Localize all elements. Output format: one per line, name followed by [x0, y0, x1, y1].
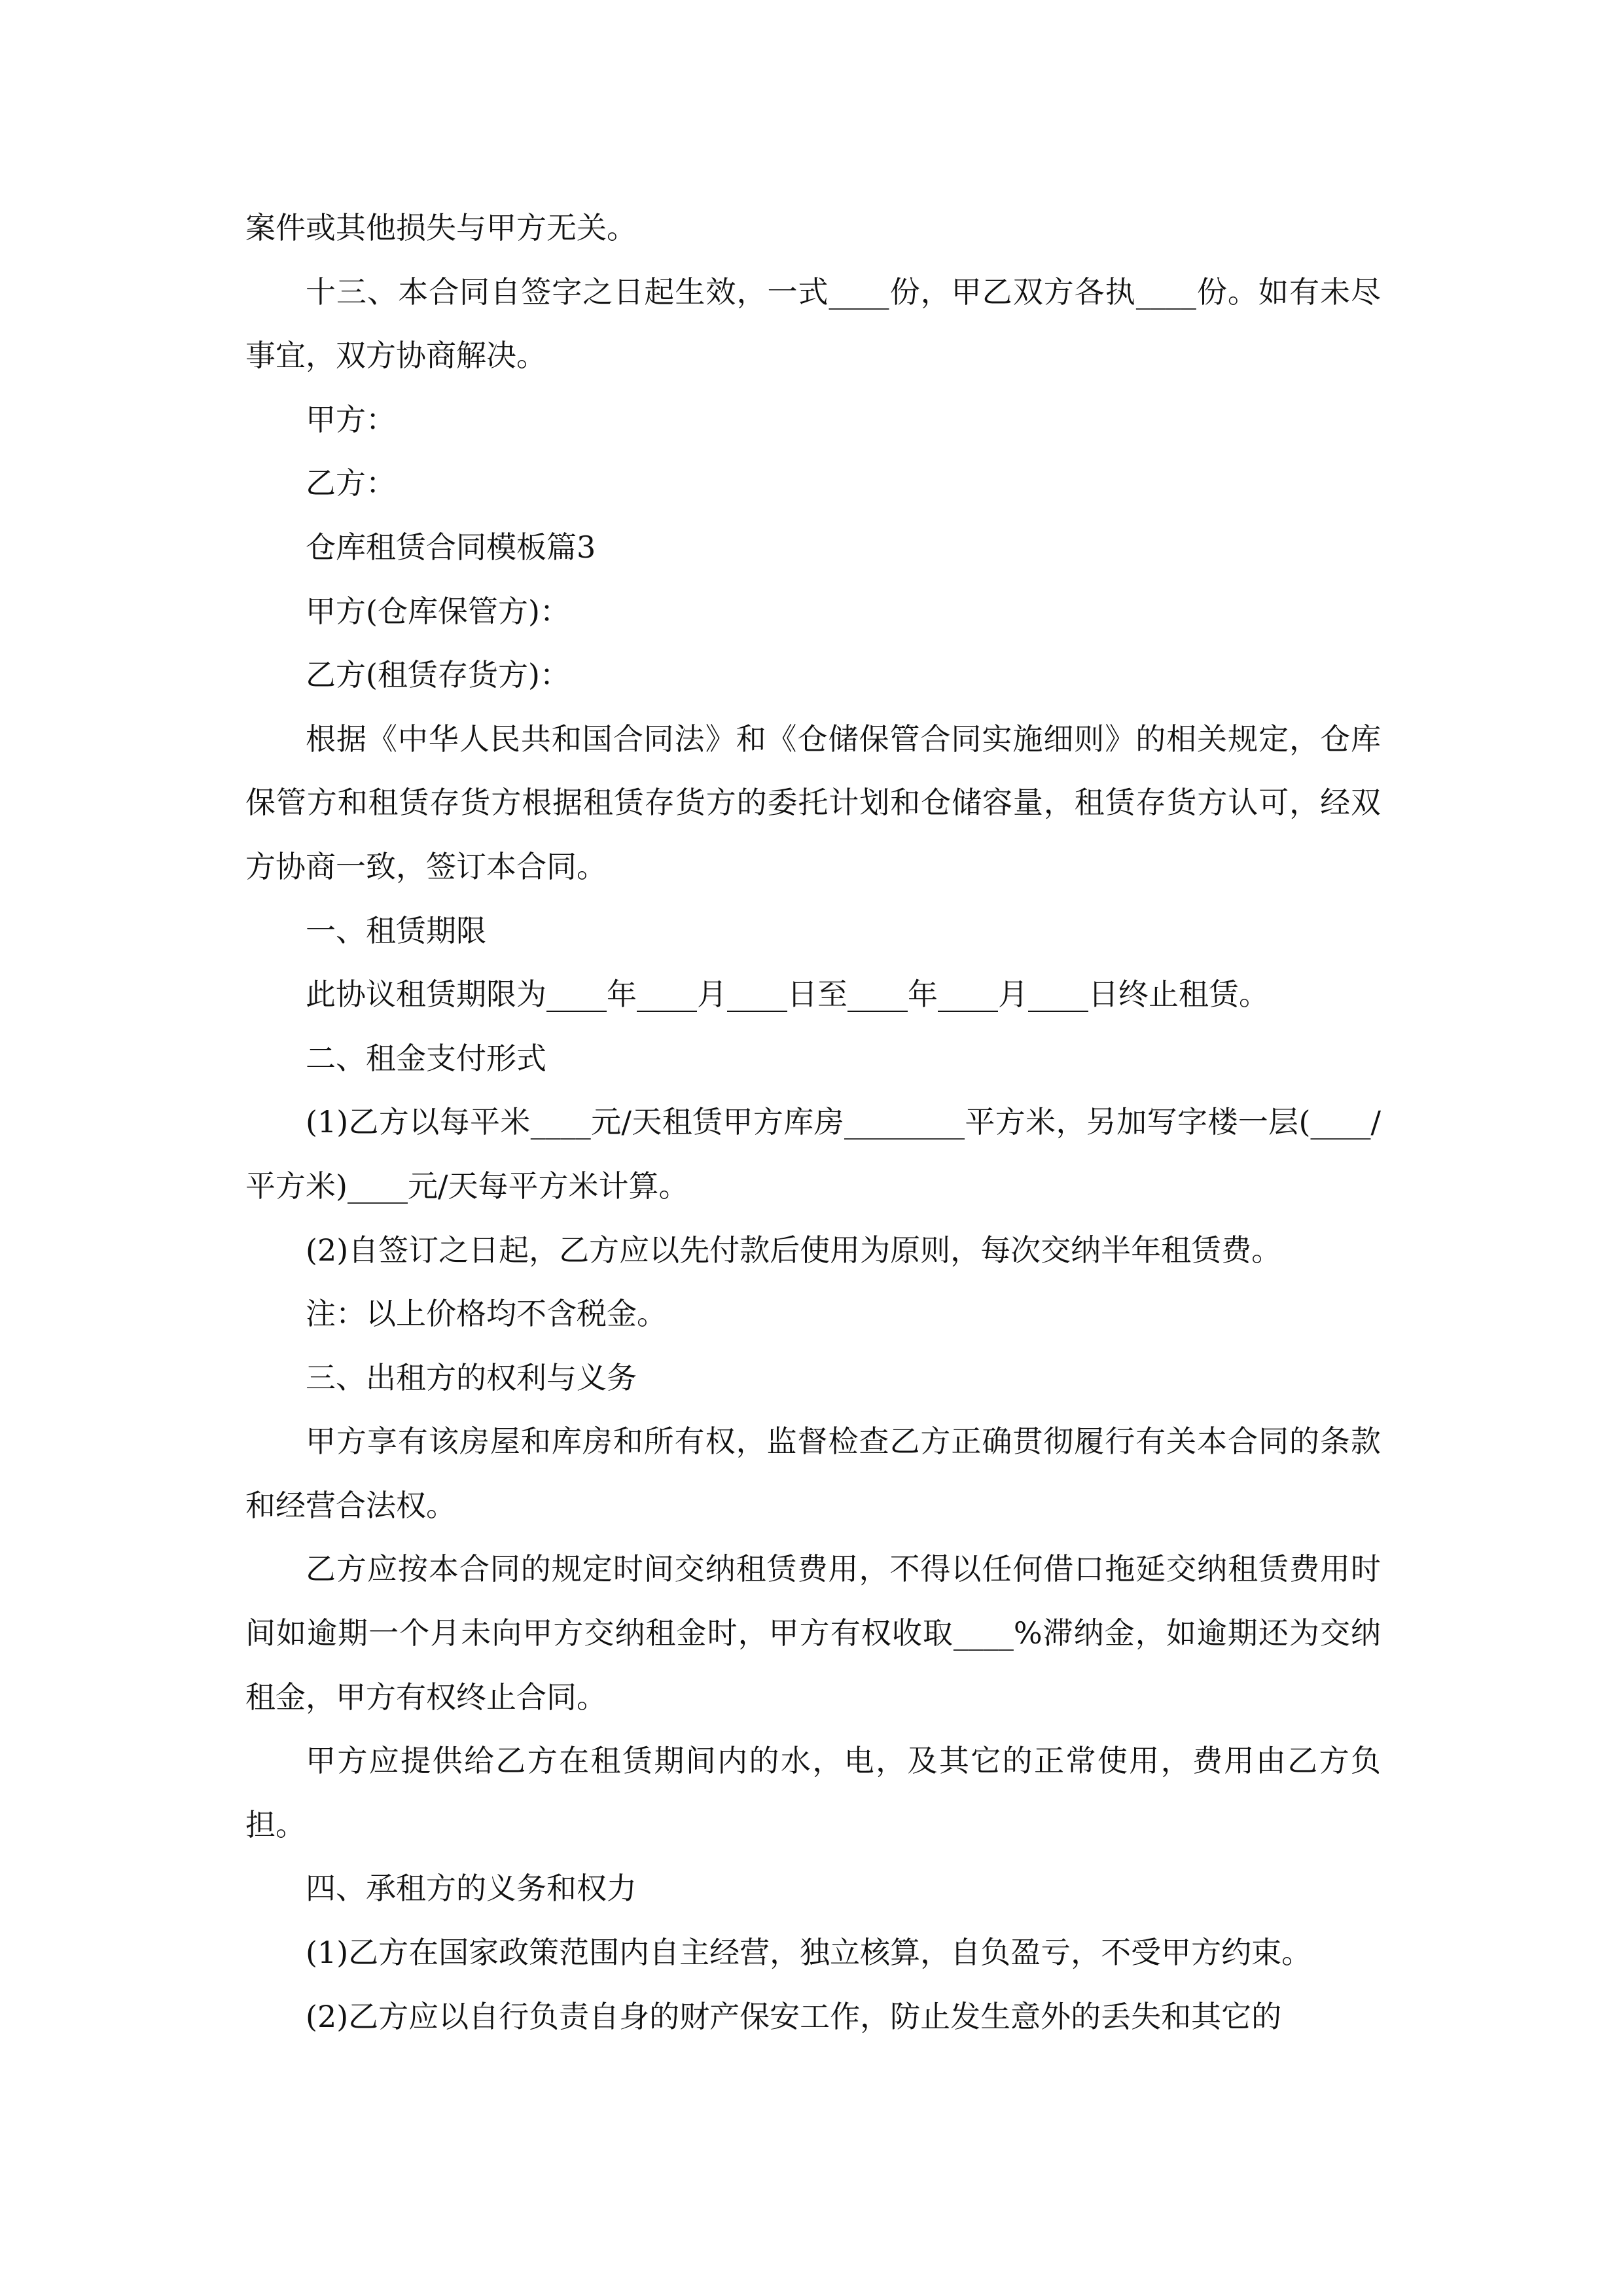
- heading-lease-term: 一、租赁期限: [306, 912, 486, 948]
- paragraph-late-fee: 乙方应按本合同的规定时间交纳租赁费用，不得以任何借口拖延交纳租赁费用时间如逾期一个月未向甲方交纳租金时，甲方有权收取____%滞纳金，如逾期还为交纳租金，甲方有权终止合同。: [245, 1551, 1381, 1715]
- section-title-template-3: 仓库租赁合同模板篇3: [306, 529, 596, 565]
- paragraph-utilities: 甲方应提供给乙方在租赁期间内的水，电，及其它的正常使用，费用由乙方负担。: [245, 1743, 1381, 1842]
- party-a-label: 甲方(仓库保管方)：: [306, 593, 570, 629]
- paragraph-tax-note: 注：以上价格均不含税金。: [306, 1296, 667, 1332]
- paragraph-independent-operation: (1)乙方在国家政策范围内自主经营，独立核算，自负盈亏，不受甲方约束。: [306, 1935, 1312, 1971]
- paragraph-loss-clause-end: 案件或其他损失与甲方无关。: [245, 210, 637, 245]
- heading-rent-payment: 二、租金支付形式: [306, 1040, 546, 1076]
- paragraph-lease-term: 此协议租赁期限为____年____月____日至____年____月____日终止租赁。: [306, 977, 1269, 1013]
- document-body: [245, 196, 1381, 2049]
- heading-lessor-rights: 三、出租方的权利与义务: [306, 1359, 637, 1395]
- paragraph-clause-13: 十三、本合同自签字之日起生效，一式____份，甲乙双方各执____份。如有未尽事宜，双方协商解决。: [245, 274, 1381, 374]
- party-a-signature-line: 甲方：: [306, 401, 396, 437]
- party-b-label: 乙方(租赁存货方)：: [306, 657, 570, 693]
- heading-lessee-duties: 四、承租方的义务和权力: [306, 1871, 637, 1907]
- paragraph-preamble: 根据《中华人民共和国合同法》和《仓储保管合同实施细则》的相关规定，仓库保管方和租赁存货方根据租赁存货方的委托计划和仓储容量，租赁存货方认可，经双方协商一致，签订本合同。: [245, 721, 1381, 884]
- paragraph-payment-schedule: (2)自签订之日起，乙方应以先付款后使用为原则，每次交纳半年租赁费。: [306, 1232, 1282, 1268]
- party-b-signature-line: 乙方：: [306, 465, 396, 501]
- paragraph-lessor-ownership: 甲方享有该房屋和库房和所有权，监督检查乙方正确贯彻履行有关本合同的条款和经营合法权。: [245, 1424, 1381, 1523]
- paragraph-rent-rate: (1)乙方以每平米____元/天租赁甲方库房________平方米，另加写字楼一层(____/平方米)____元/天每平方米计算。: [245, 1104, 1381, 1204]
- paragraph-property-security: (2)乙方应以自行负责自身的财产保安工作，防止发生意外的丢失和其它的: [306, 1998, 1282, 2034]
